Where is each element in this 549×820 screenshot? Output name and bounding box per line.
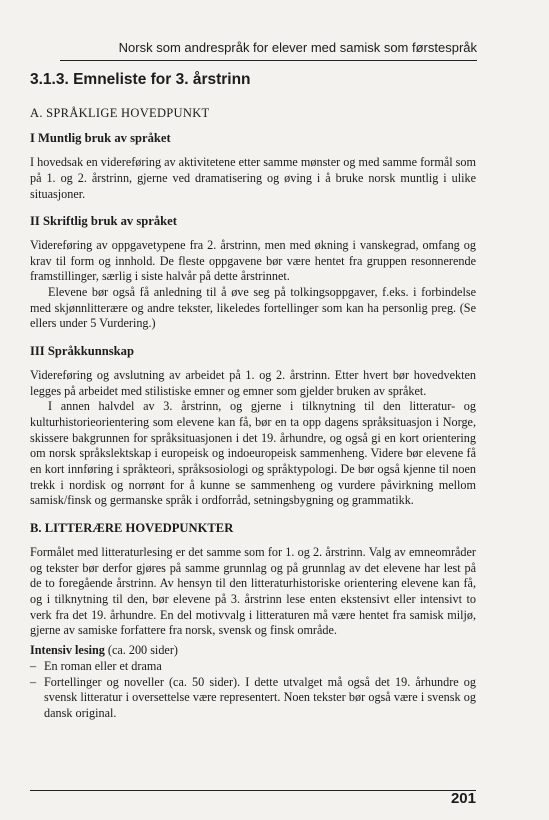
running-head: Norsk som andrespråk for elever med samisk som førstespråk bbox=[60, 40, 477, 61]
subheading-language-knowledge: III Språkkunnskap bbox=[30, 344, 134, 359]
reading-list bbox=[30, 659, 476, 722]
section-title: 3.1.3. Emneliste for 3. årstrinn bbox=[30, 71, 251, 88]
paragraph: Elevene bør også få anledning til å øve seg på tolkingsoppgaver, f.eks. i forbindelse med skjønnlitterære og andre tekster, likeledes fortellinger som kan ha personlig preg. (Se ellers under 5 Vurdering.) bbox=[30, 285, 476, 331]
list-item: – En roman eller et drama bbox=[30, 659, 476, 675]
footer-rule bbox=[30, 790, 476, 791]
paragraph: I hovedsak en videreføring av aktivitetene etter samme mønster og med samme formål som på 1. og 2. årstrinn, gjerne ved dramatisering og øving i å bruke norsk muntlig i ulike situasjoner. bbox=[30, 155, 476, 201]
subheading-oral: I Muntlig bruk av språket bbox=[30, 131, 171, 146]
paragraph: I annen halvdel av 3. årstrinn, og gjerne i tilknytning til den litteratur- og kulturhistorieorientering som elevene kan få, bør en ta opp dagens språksituasjon i Norge, skissere bakgrunnen for språksituasjonen i det 19. århundre, og også gi en kort orientering om norsk språkslektskap i europeisk og indoeuropeisk sammenheng. Videre bør elevene få en kort innføring i språkteori, språksosiologi og språktypologi. De bør også kjenne til noen trekk i nordisk og norrønt for å kunne se sammenheng og vurdere påvirkning mellom samisk/finsk og germanske språk i ordforråd, setningsbygning og grammatikk. bbox=[30, 399, 476, 508]
intensive-reading-label: Intensiv lesing bbox=[30, 643, 105, 658]
list-item: – Fortellinger og noveller (ca. 50 sider). I dette utvalget må også det 19. århundre og svensk litteratur i oversettelse være representert. Noen tekster bør også være i svensk og dansk original. bbox=[30, 675, 476, 722]
paragraph: Formålet med litteraturlesing er det samme som for 1. og 2. årstrinn. Valg av emneområder og tekster bør derfor gjøres på samme grunnlag og på grunnlag av det elevene har lest på de to foregående årstrinn. Av hensyn til den litteraturhistoriske orientering elevene kan få, og i tilknytning til den, bør elevene på 3. årstrinn lese enten ekstensivt eller intensivt to verk fra det 19. århundre. En del motivvalg i litteraturen må være hentet fra samisk miljø, gjerne av samiske forfattere fra norsk, svensk og finsk område. bbox=[30, 544, 476, 638]
intensive-reading-note: (ca. 200 sider) bbox=[104, 643, 178, 658]
heading-part-b: B. LITTERÆRE HOVEDPUNKTER bbox=[30, 521, 234, 536]
subsection-oral bbox=[30, 131, 476, 202]
subsection-written bbox=[30, 214, 476, 332]
heading-part-a: A. SPRÅKLIGE HOVEDPUNKT bbox=[30, 105, 210, 120]
subheading-written: II Skriftlig bruk av språket bbox=[30, 214, 177, 229]
page-number: 201 bbox=[450, 790, 476, 807]
page-content bbox=[30, 72, 476, 722]
subsection-language-knowledge bbox=[30, 344, 476, 509]
intensive-reading bbox=[30, 643, 476, 722]
paragraph: Videreføring og avslutning av arbeidet på 1. og 2. årstrinn. Etter hvert bør hovedvekten legges på arbeidet med stilistiske emner og emner som gjelder bruken av språket. bbox=[30, 367, 476, 398]
paragraph: Videreføring av oppgavetypene fra 2. årstrinn, men med økning i vanskegrad, omfang og krav til form og innhold. De fleste oppgavene bør være hentet fra gruppen resonnerende framstillinger, særlig i siste halvår på dette årstrinnet. bbox=[30, 237, 476, 284]
